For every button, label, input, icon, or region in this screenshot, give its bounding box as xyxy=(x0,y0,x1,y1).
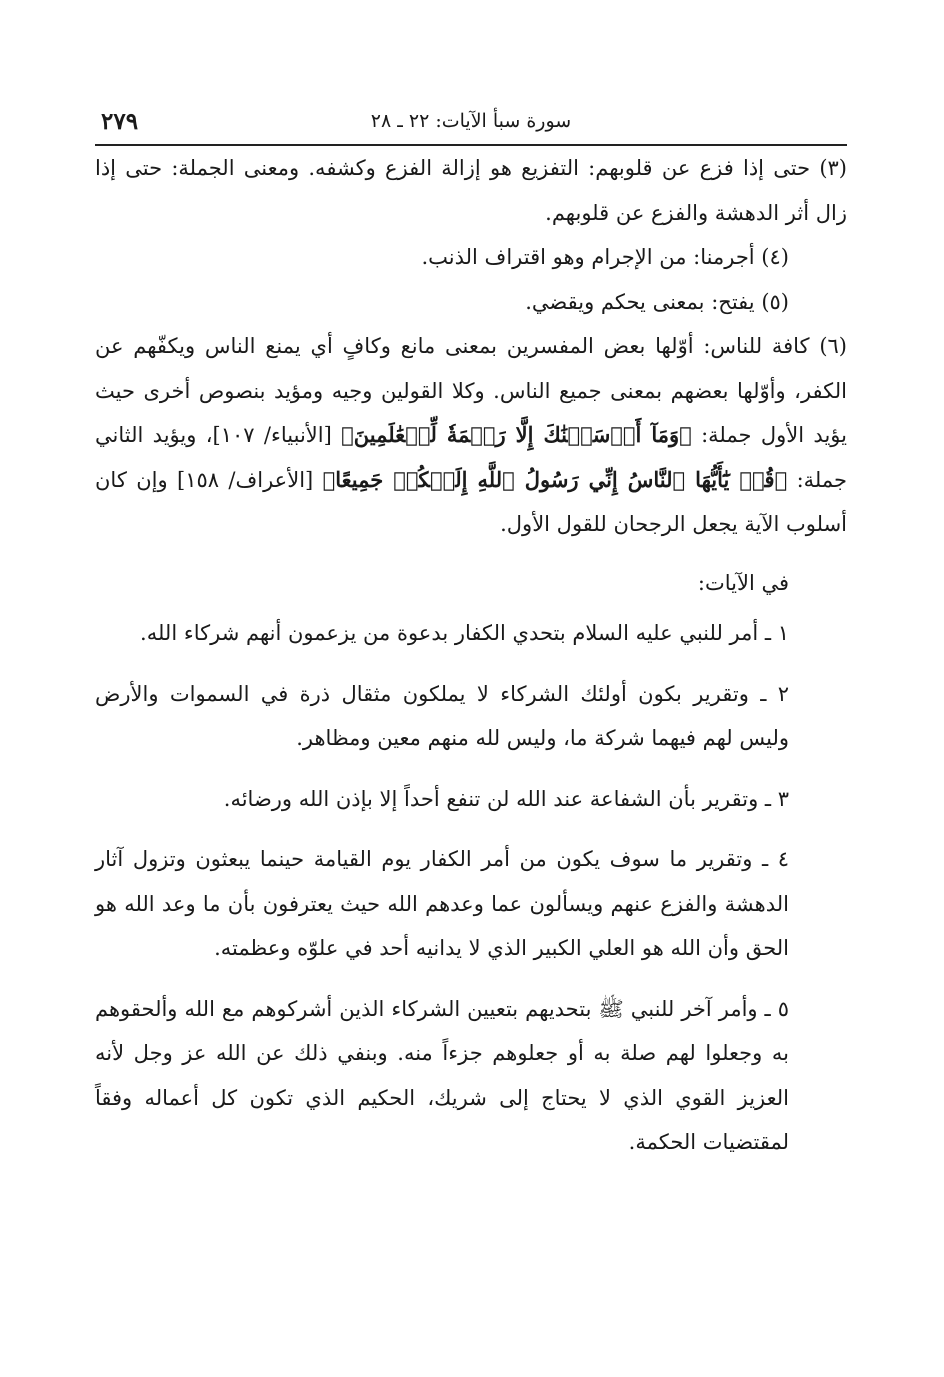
book-page xyxy=(95,98,847,1165)
quran-verse-araf: ﴿قُلۡ يَٰٓأَيُّهَا ٱلنَّاسُ إِنِّي رَسُولُ ٱللَّهِ إِلَيۡكُمۡ جَمِيعًا﴾ xyxy=(322,466,788,492)
lesson-3: ٣ ـ وتقرير بأن الشفاعة عند الله لن تنفع أحداً إلا بإذن الله ورضائه. xyxy=(223,786,789,811)
page-number: ٢٧٩ xyxy=(101,108,139,135)
quran-verse-anbiya: ﴿وَمَآ أَرۡسَلۡنَٰكَ إِلَّا رَحۡمَةٗ لِّلۡعَٰلَمِينَ﴾ xyxy=(341,422,692,447)
footnote-4: (٤) أجرمنا: من الإجرام وهو اقتراف الذنب. xyxy=(421,245,789,269)
footnote-3: (٣) حتى إذا فزع عن قلوبهم: التفزيع هو إزالة الفزع وكشفه. ومعنى الجملة: حتى إذا زال أثر الدهشة والفزع عن قلوبهم. xyxy=(95,156,847,225)
footnote-6 xyxy=(95,324,847,547)
footnote-6-text-c: [الأعراف/ ١٥٨] وإن كان أسلوب الآية يجعل الرجحان للقول الأول. xyxy=(95,467,847,536)
footnote-6-text-a: (٦) كافة للناس: أوّلها بعض المفسرين بمعنى مانع وكافٍ أي يمنع الناس ويكفّهم عن الكفر، وأوّلها بعضهم بمعنى جميع الناس. وكلا القولين وجيه ومؤيد بنصوص أخرى حيث يؤيد الأول جملة: xyxy=(95,334,847,447)
lesson-4: ٤ ـ وتقرير ما سوف يكون من أمر الكفار يوم القيامة حينما يبعثون وتزول آثار الدهشة والفزع عنهم ويسألون عما وعدهم الله حيث يعترفون بأن ما وعد الله هو الحق وأن الله هو العلي الكبير الذي لا يدانيه أحد في علوّه وعظمته. xyxy=(95,847,789,960)
lesson-2: ٢ ـ وتقرير بكون أولئك الشركاء لا يملكون مثقال ذرة في السموات والأرض وليس لهم فيهما شركة ما، وليس لله منهم معين ومظاهر. xyxy=(95,681,789,750)
lesson-1: ١ ـ أمر للنبي عليه السلام بتحدي الكفار بدعوة من يزعمون أنهم شركاء الله. xyxy=(140,621,789,645)
lesson-5: ٥ ـ وأمر آخر للنبي ﷺ بتحديهم بتعيين الشركاء الذين أشركوهم مع الله وألحقوهم به وجعلوا لهم صلة به أو جعلوهم جزءاً منه. وبنفي ذلك عن الله عز وجل لأنه العزيز القوي الذي لا يحتاج إلى شريك، الحكيم الذي تكون كل أعماله وفقاً لمقتضيات الحكمة. xyxy=(95,996,789,1154)
page-body xyxy=(95,146,847,1165)
running-header xyxy=(95,98,847,146)
lessons-heading: في الآيات: xyxy=(697,570,789,595)
header-title: سورة سبأ الآيات: ٢٢ ـ ٢٨ xyxy=(370,110,572,132)
footnote-6-text-b: [الأنبياء/ ١٠٧]، ويؤيد الثاني جملة: xyxy=(95,423,847,492)
footnote-5: (٥) يفتح: بمعنى يحكم ويقضي. xyxy=(525,289,789,314)
